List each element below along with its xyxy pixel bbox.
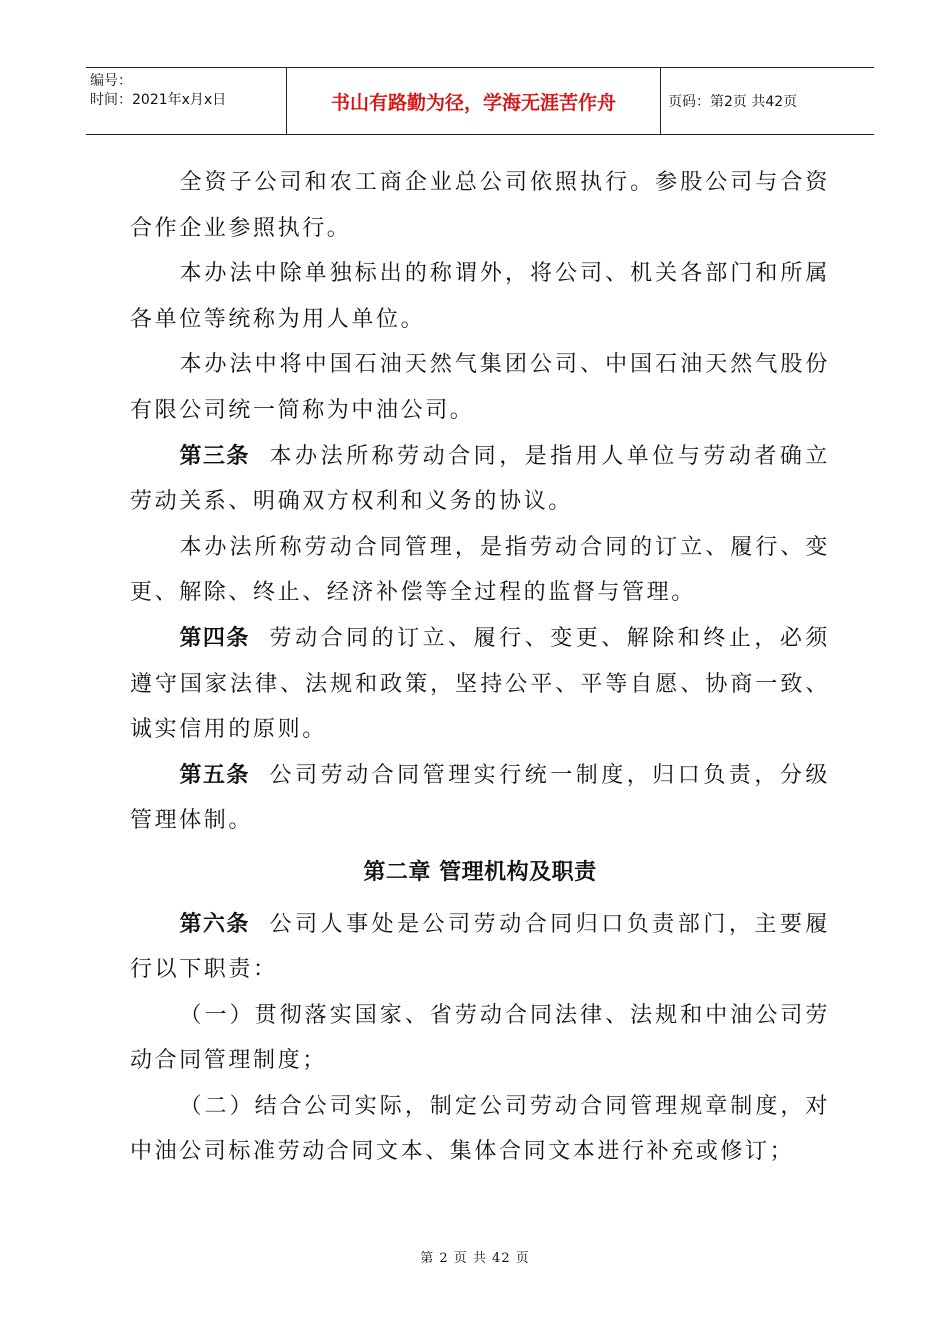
paragraph-cnpc-abbreviation: 本办法中将中国石油天然气集团公司、中国石油天然气股份有限公司统一简称为中油公司。 (130, 352, 830, 423)
header-motto: 书山有路勤为径，学海无涯苦作舟 (287, 68, 661, 134)
page-footer: 第 2 页 共 42 页 (420, 1251, 530, 1266)
article-3-label: 第三条 (179, 443, 250, 469)
header-page-label: 页码：第2页 共42页 (668, 94, 798, 110)
document-date-label: 时间：2021年x月x日 (90, 92, 227, 108)
chapter-2-heading: 第二章 管理机构及职责 (363, 859, 597, 885)
paragraph-scope-subsidiaries: 全资子公司和农工商企业总公司依照执行。参股公司与合资合作企业参照执行。 (130, 170, 830, 241)
paragraph-contract-management-definition: 本办法所称劳动合同管理，是指劳动合同的订立、履行、变更、解除、终止、经济补偿等全过程的监督与管理。 (130, 534, 830, 606)
document-number-label: 编号： (90, 73, 132, 89)
article-3 (130, 434, 830, 525)
article-4 (130, 616, 830, 753)
page-header (86, 67, 874, 135)
article-3-text: 本办法所称劳动合同，是指用人单位与劳动者确立劳动关系、明确双方权利和义务的协议。 (130, 443, 830, 515)
document-body (130, 160, 830, 1175)
list-item-1: （一）贯彻落实国家、省劳动合同法律、法规和中油公司劳动合同管理制度； (130, 1002, 830, 1074)
article-5-text: 公司劳动合同管理实行统一制度，归口负责，分级管理体制。 (130, 762, 830, 834)
list-item-2: （二）结合公司实际，制定公司劳动合同管理规章制度，对中油公司标准劳动合同文本、集体合同文本进行补充或修订； (130, 1093, 830, 1165)
article-4-label: 第四条 (179, 625, 250, 651)
article-6-text: 公司人事处是公司劳动合同归口负责部门，主要履行以下职责： (130, 911, 830, 983)
header-meta-cell (86, 68, 287, 134)
paragraph-employer-definition: 本办法中除单独标出的称谓外，将公司、机关各部门和所属各单位等统称为用人单位。 (130, 261, 830, 332)
article-5-label: 第五条 (179, 762, 250, 788)
article-6 (130, 902, 830, 993)
article-5 (130, 753, 830, 844)
article-6-label: 第六条 (179, 911, 250, 937)
article-4-text: 劳动合同的订立、履行、变更、解除和终止，必须遵守国家法律、法规和政策，坚持公平、平等自愿、协商一致、诚实信用的原则。 (130, 625, 830, 743)
